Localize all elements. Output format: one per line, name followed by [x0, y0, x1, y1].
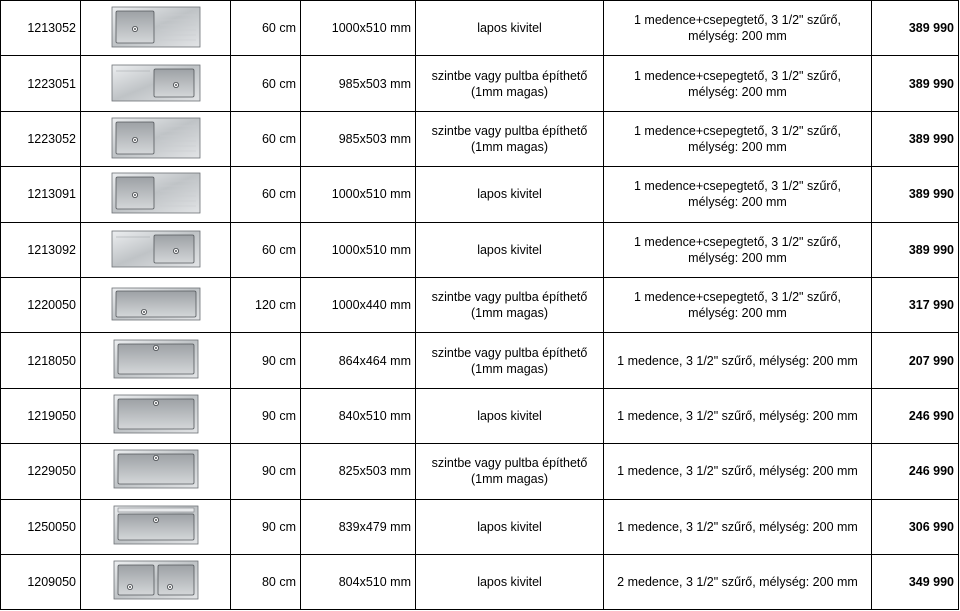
- cell-line: (1mm magas): [470, 361, 549, 376]
- cell-line: lapos kivitel: [477, 408, 542, 423]
- cell-line: szintbe vagy pultba építhető: [431, 123, 588, 138]
- dimensions: 1000x510 mm: [301, 222, 416, 277]
- product-image-cell: [81, 333, 231, 388]
- product-image-cell: [81, 444, 231, 499]
- sink-single-bowl-ledge-icon: [110, 502, 202, 552]
- product-image-cell: [81, 56, 231, 111]
- cell-line: lapos kivitel: [477, 187, 542, 202]
- cell-line: (1mm magas): [470, 472, 549, 487]
- sink-wide-bowl-icon: [110, 280, 202, 330]
- price: 246 990: [872, 444, 959, 499]
- product-image-cell: [81, 222, 231, 277]
- table-row: [1, 499, 959, 554]
- price: 389 990: [872, 222, 959, 277]
- sink-bowl-right-drainer-icon: [110, 59, 202, 109]
- dimensions: 804x510 mm: [301, 554, 416, 609]
- price: 207 990: [872, 333, 959, 388]
- install-type: [416, 277, 604, 332]
- cell-line: 1 medence+csepegtető, 3 1/2" szűrő,: [633, 179, 841, 194]
- cell-line: (1mm magas): [470, 306, 549, 321]
- price: 389 990: [872, 1, 959, 56]
- table-row: [1, 333, 959, 388]
- sink-single-bowl-icon: [110, 391, 202, 441]
- cell-line: 1 medence+csepegtető, 3 1/2" szűrő,: [633, 68, 841, 83]
- description: [604, 56, 872, 111]
- dimensions: 825x503 mm: [301, 444, 416, 499]
- cell-line: 1 medence+csepegtető, 3 1/2" szűrő,: [633, 123, 841, 138]
- cabinet-width: 80 cm: [231, 554, 301, 609]
- cell-line: 1 medence+csepegtető, 3 1/2" szűrő,: [633, 13, 841, 28]
- table-row: [1, 167, 959, 222]
- description: [604, 554, 872, 609]
- table-row: [1, 111, 959, 166]
- install-type: [416, 111, 604, 166]
- cell-line: 1 medence, 3 1/2" szűrő, mélység: 200 mm: [617, 353, 858, 368]
- sink-bowl-left-drainer-icon: [110, 114, 202, 164]
- product-code: 1213052: [1, 1, 81, 56]
- cabinet-width: 90 cm: [231, 444, 301, 499]
- dimensions: 1000x510 mm: [301, 167, 416, 222]
- cell-line: lapos kivitel: [477, 519, 542, 534]
- cabinet-width: 60 cm: [231, 111, 301, 166]
- sink-bowl-right-drainer-icon: [110, 225, 202, 275]
- product-code: 1223051: [1, 56, 81, 111]
- description: [604, 1, 872, 56]
- table-row: [1, 277, 959, 332]
- description: [604, 499, 872, 554]
- description: [604, 388, 872, 443]
- cell-line: szintbe vagy pultba építhető: [431, 290, 588, 305]
- install-type: [416, 554, 604, 609]
- description: [604, 222, 872, 277]
- cell-line: mélység: 200 mm: [688, 250, 787, 265]
- sink-single-bowl-icon: [110, 336, 202, 386]
- cabinet-width: 60 cm: [231, 1, 301, 56]
- table-row: [1, 1, 959, 56]
- description: [604, 167, 872, 222]
- product-code: 1223052: [1, 111, 81, 166]
- cell-line: mélység: 200 mm: [688, 29, 787, 44]
- product-code: 1209050: [1, 554, 81, 609]
- install-type: [416, 167, 604, 222]
- product-code: 1220050: [1, 277, 81, 332]
- cabinet-width: 90 cm: [231, 388, 301, 443]
- product-code: 1219050: [1, 388, 81, 443]
- table-row: [1, 444, 959, 499]
- table-row: [1, 222, 959, 277]
- product-code: 1218050: [1, 333, 81, 388]
- sink-single-bowl-icon: [110, 446, 202, 496]
- cell-line: lapos kivitel: [477, 21, 542, 36]
- cell-line: 1 medence, 3 1/2" szűrő, mélység: 200 mm: [617, 464, 858, 479]
- cell-line: szintbe vagy pultba építhető: [431, 345, 588, 360]
- dimensions: 985x503 mm: [301, 56, 416, 111]
- cabinet-width: 60 cm: [231, 56, 301, 111]
- dimensions: 864x464 mm: [301, 333, 416, 388]
- cabinet-width: 90 cm: [231, 499, 301, 554]
- cell-line: 1 medence+csepegtető, 3 1/2" szűrő,: [633, 234, 841, 249]
- cabinet-width: 60 cm: [231, 167, 301, 222]
- table-body: [1, 1, 959, 610]
- product-image-cell: [81, 388, 231, 443]
- product-code: 1213092: [1, 222, 81, 277]
- cell-line: 1 medence, 3 1/2" szűrő, mélység: 200 mm: [617, 519, 858, 534]
- price: 349 990: [872, 554, 959, 609]
- cell-line: (1mm magas): [470, 139, 549, 154]
- price: 246 990: [872, 388, 959, 443]
- description: [604, 444, 872, 499]
- product-image-cell: [81, 167, 231, 222]
- install-type: [416, 499, 604, 554]
- product-code: 1250050: [1, 499, 81, 554]
- product-code: 1229050: [1, 444, 81, 499]
- cell-line: lapos kivitel: [477, 575, 542, 590]
- cell-line: mélység: 200 mm: [688, 84, 787, 99]
- dimensions: 1000x510 mm: [301, 1, 416, 56]
- cell-line: 1 medence, 3 1/2" szűrő, mélység: 200 mm: [617, 408, 858, 423]
- cell-line: mélység: 200 mm: [688, 195, 787, 210]
- description: [604, 333, 872, 388]
- table-row: [1, 388, 959, 443]
- table-row: [1, 56, 959, 111]
- install-type: [416, 222, 604, 277]
- product-image-cell: [81, 554, 231, 609]
- install-type: [416, 444, 604, 499]
- description: [604, 111, 872, 166]
- cell-line: szintbe vagy pultba építhető: [431, 456, 588, 471]
- cell-line: lapos kivitel: [477, 242, 542, 257]
- cell-line: 1 medence+csepegtető, 3 1/2" szűrő,: [633, 290, 841, 305]
- price: 306 990: [872, 499, 959, 554]
- cabinet-width: 90 cm: [231, 333, 301, 388]
- sink-bowl-left-drainer-icon: [110, 169, 202, 219]
- cabinet-width: 120 cm: [231, 277, 301, 332]
- product-image-cell: [81, 111, 231, 166]
- install-type: [416, 1, 604, 56]
- product-code: 1213091: [1, 167, 81, 222]
- description: [604, 277, 872, 332]
- dimensions: 985x503 mm: [301, 111, 416, 166]
- price: 389 990: [872, 111, 959, 166]
- dimensions: 1000x440 mm: [301, 277, 416, 332]
- product-image-cell: [81, 1, 231, 56]
- install-type: [416, 333, 604, 388]
- price: 317 990: [872, 277, 959, 332]
- cabinet-width: 60 cm: [231, 222, 301, 277]
- install-type: [416, 388, 604, 443]
- dimensions: 840x510 mm: [301, 388, 416, 443]
- cell-line: mélység: 200 mm: [688, 139, 787, 154]
- sink-double-bowl-icon: [110, 557, 202, 607]
- cell-line: (1mm magas): [470, 84, 549, 99]
- price: 389 990: [872, 56, 959, 111]
- table-row: [1, 554, 959, 609]
- cell-line: szintbe vagy pultba építhető: [431, 68, 588, 83]
- dimensions: 839x479 mm: [301, 499, 416, 554]
- cell-line: mélység: 200 mm: [688, 306, 787, 321]
- product-image-cell: [81, 277, 231, 332]
- price: 389 990: [872, 167, 959, 222]
- sink-bowl-left-drainer-icon: [110, 3, 202, 53]
- install-type: [416, 56, 604, 111]
- cell-line: 2 medence, 3 1/2" szűrő, mélység: 200 mm: [617, 575, 858, 590]
- product-image-cell: [81, 499, 231, 554]
